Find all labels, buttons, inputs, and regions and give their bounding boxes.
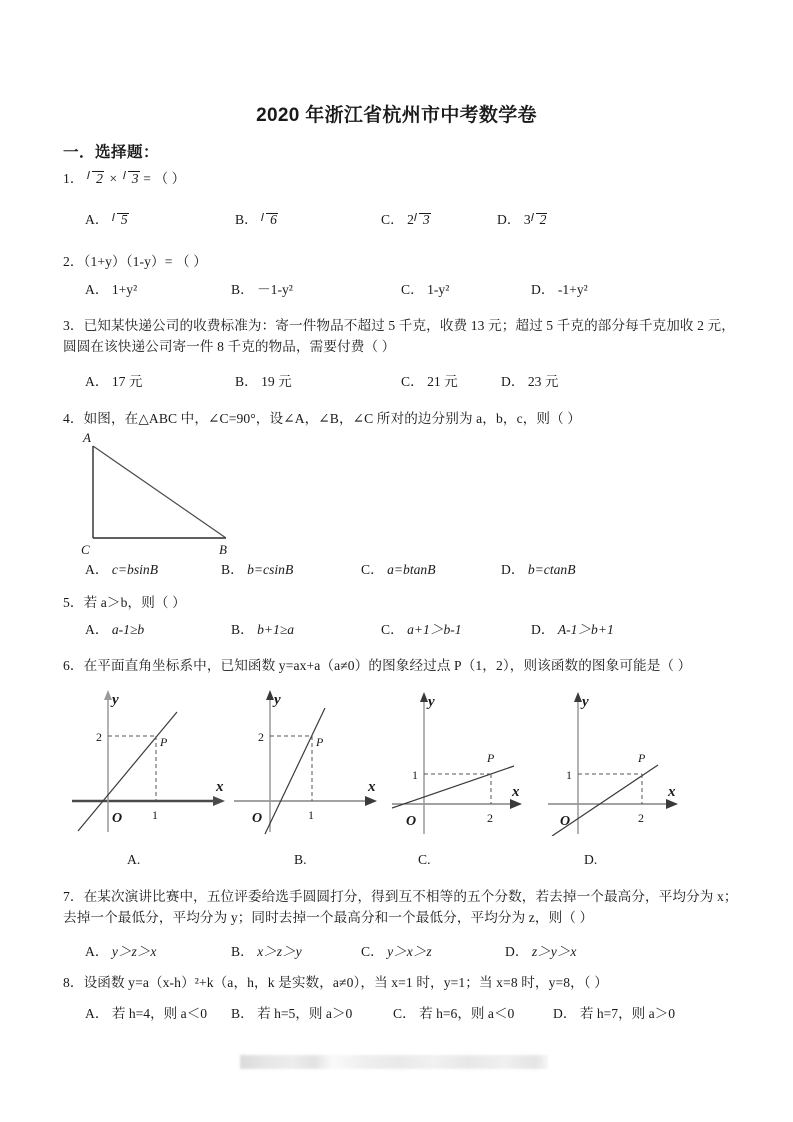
option-8-a[interactable] bbox=[85, 1004, 207, 1024]
option-text: b+1≥a bbox=[257, 622, 295, 637]
page-title: 2020 年浙江省杭州市中考数学卷 bbox=[256, 105, 537, 126]
question-2-body: （1+y）（1-y）= （ ） bbox=[83, 254, 207, 269]
option-2-b[interactable] bbox=[231, 280, 293, 300]
graph-d-svg bbox=[548, 686, 728, 836]
figure-graph-d bbox=[548, 686, 728, 836]
option-label: A． bbox=[85, 374, 109, 389]
y-tick-label: 1 bbox=[412, 768, 418, 782]
x-axis-label: x bbox=[512, 784, 520, 800]
option-label: C． bbox=[381, 212, 404, 227]
option-2-a[interactable] bbox=[85, 280, 137, 300]
option-4-c[interactable] bbox=[361, 560, 436, 580]
option-4-a[interactable] bbox=[85, 560, 158, 580]
option-text: 21 元 bbox=[427, 374, 458, 389]
x-axis-label: x bbox=[668, 784, 676, 800]
option-7-c[interactable] bbox=[361, 942, 432, 962]
triangle-side-ab bbox=[93, 446, 226, 538]
option-label: D． bbox=[505, 944, 529, 959]
question-6-stem bbox=[63, 655, 691, 676]
figure-graph-b bbox=[232, 686, 397, 836]
option-8-c[interactable] bbox=[393, 1004, 514, 1024]
option-2-d[interactable] bbox=[531, 280, 588, 300]
option-4-d[interactable] bbox=[501, 560, 576, 580]
option-text: z＞y＞x bbox=[531, 944, 577, 959]
option-label: D． bbox=[531, 282, 555, 297]
sqrt-2-glyph: 2 bbox=[531, 210, 548, 230]
x-axis-label: x bbox=[368, 779, 376, 795]
option-label: D． bbox=[497, 212, 521, 227]
question-6-number: 6． bbox=[63, 658, 84, 673]
option-text: b=csinB bbox=[247, 562, 294, 577]
option-label: C． bbox=[361, 944, 384, 959]
x-axis-arrow bbox=[666, 799, 678, 809]
graph-label-b[interactable]: B. bbox=[294, 852, 307, 867]
option-text: A-1＞b+1 bbox=[557, 622, 614, 637]
option-text: a-1≥b bbox=[111, 622, 145, 637]
option-text: b=ctanB bbox=[527, 562, 576, 577]
option-label: D． bbox=[553, 1006, 577, 1021]
question-7-stem bbox=[63, 886, 739, 928]
vertex-label-c: C bbox=[81, 542, 90, 557]
question-3-number: 3． bbox=[63, 318, 84, 333]
question-4-stem bbox=[63, 408, 581, 429]
question-2-stem bbox=[63, 251, 207, 272]
option-2-c[interactable] bbox=[401, 280, 449, 300]
x-axis-arrow bbox=[365, 796, 377, 806]
option-5-c[interactable] bbox=[381, 620, 462, 640]
origin-label: O bbox=[560, 814, 571, 829]
x-tick-label: 1 bbox=[152, 808, 158, 822]
origin-label: O bbox=[112, 811, 123, 826]
option-text: 若 h=5，则 a＞0 bbox=[257, 1006, 353, 1021]
option-text: 23 元 bbox=[527, 374, 559, 389]
sqrt-3-glyph: 3 bbox=[414, 210, 431, 230]
option-label: C． bbox=[393, 1006, 416, 1021]
figure-graph-a bbox=[70, 686, 235, 836]
question-4-number: 4． bbox=[63, 411, 84, 426]
option-text: 若 h=6，则 a＜0 bbox=[419, 1006, 515, 1021]
y-tick-label: 2 bbox=[96, 730, 102, 744]
option-text: 19 元 bbox=[261, 374, 292, 389]
option-3-d[interactable] bbox=[501, 372, 558, 392]
x-tick-label: 1 bbox=[308, 808, 314, 822]
option-label: B． bbox=[231, 622, 254, 637]
graph-label-a[interactable]: A. bbox=[127, 852, 141, 867]
question-5-stem bbox=[63, 592, 186, 613]
origin-label: O bbox=[252, 811, 263, 826]
question-7-number: 7． bbox=[63, 889, 84, 904]
option-text: 若 h=7，则 a＞0 bbox=[579, 1006, 676, 1021]
option-text: －1-y² bbox=[257, 282, 293, 297]
graph-b-svg bbox=[232, 686, 397, 836]
option-label: C． bbox=[381, 622, 404, 637]
point-label-p: P bbox=[487, 751, 495, 765]
option-label: B． bbox=[231, 944, 254, 959]
function-line bbox=[392, 766, 514, 808]
question-7-body: 在某次演讲比赛中，五位评委给选手圆圆打分，得到互不相等的五个分数，若去掉一个最高分，平均分为 x；去掉一个最低分，平均分为 y；同时去掉一个最高分和一个最低分，平均分为 z，则（ ） bbox=[63, 889, 738, 925]
option-label: C． bbox=[401, 374, 424, 389]
option-label: C． bbox=[361, 562, 384, 577]
question-1-stem: 1． 2 × 3 = （ ） bbox=[63, 168, 185, 189]
y-axis-arrow bbox=[574, 692, 582, 702]
question-8-body: 设函数 y=a（x-h）²+k（a，h，k 是实数，a≠0），当 x=1 时，y=1；当 x=8 时，y=8，（ ） bbox=[83, 975, 608, 990]
function-line bbox=[265, 708, 325, 834]
option-8-d[interactable] bbox=[553, 1004, 675, 1024]
option-5-a[interactable] bbox=[85, 620, 144, 640]
y-axis-label: y bbox=[274, 692, 281, 708]
option-label: A． bbox=[85, 212, 109, 227]
option-label: A． bbox=[85, 282, 109, 297]
option-coefficient: 2 bbox=[407, 212, 414, 227]
option-4-b[interactable] bbox=[221, 560, 293, 580]
x-axis-label: x bbox=[216, 779, 224, 795]
option-5-d[interactable] bbox=[531, 620, 614, 640]
sqrt-2-glyph: 2 bbox=[87, 168, 104, 189]
y-axis-arrow bbox=[420, 692, 428, 702]
option-text: c=bsinB bbox=[111, 562, 158, 577]
question-1-number: 1． bbox=[63, 171, 84, 186]
point-label-p: P bbox=[160, 735, 168, 749]
option-3-a[interactable] bbox=[85, 372, 142, 392]
sqrt-6-glyph: 6 bbox=[261, 210, 278, 230]
figure-right-triangle-abc bbox=[63, 430, 263, 558]
option-label: D． bbox=[501, 562, 525, 577]
question-8-number: 8． bbox=[63, 975, 84, 990]
question-6-body: 在平面直角坐标系中，已知函数 y=ax+a（a≠0）的图象经过点 P（1，2），则该函数的图象可能是（ ） bbox=[83, 658, 692, 673]
y-axis-label: y bbox=[582, 694, 589, 710]
option-text: x＞z＞y bbox=[257, 944, 302, 959]
option-text: 1-y² bbox=[427, 282, 450, 297]
figure-graph-c bbox=[392, 686, 562, 836]
option-3-b[interactable] bbox=[235, 372, 292, 392]
y-axis-arrow bbox=[266, 690, 274, 700]
point-label-p: P bbox=[638, 751, 646, 765]
graph-a-svg bbox=[70, 686, 235, 836]
option-label: D． bbox=[501, 374, 525, 389]
y-axis-label: y bbox=[428, 694, 435, 710]
x-axis-arrow bbox=[213, 796, 225, 806]
option-label: B． bbox=[231, 282, 254, 297]
question-2-number: 2． bbox=[63, 254, 84, 269]
question-3-body: 已知某快递公司的收费标准为：寄一件物品不超过 5 千克，收费 13 元；超过 5 千克的部分每千克加收 2 元，圆圆在该快递公司寄一件 8 千克的物品，需要付费（ ） bbox=[63, 318, 735, 354]
triangle-svg bbox=[63, 430, 263, 558]
option-text: y＞x＞z bbox=[387, 944, 432, 959]
vertex-label-b: B bbox=[219, 542, 227, 557]
function-line bbox=[78, 712, 177, 831]
y-axis-arrow bbox=[104, 690, 112, 700]
option-text: 若 h=4，则 a＜0 bbox=[111, 1006, 208, 1021]
option-text: y＞z＞x bbox=[111, 944, 157, 959]
option-label: A． bbox=[85, 1006, 109, 1021]
option-1-d[interactable] bbox=[497, 210, 547, 230]
graph-c-svg bbox=[392, 686, 562, 836]
section-heading: 一．选择题： bbox=[63, 144, 160, 161]
option-8-b[interactable] bbox=[231, 1004, 352, 1024]
option-label: C． bbox=[401, 282, 424, 297]
option-text: a+1＞b-1 bbox=[407, 622, 462, 637]
x-axis-arrow bbox=[510, 799, 522, 809]
option-label: B． bbox=[221, 562, 244, 577]
option-7-d[interactable] bbox=[505, 942, 576, 962]
sqrt-3-glyph: 3 bbox=[123, 168, 140, 189]
question-5-body: 若 a＞b，则（ ） bbox=[83, 595, 186, 610]
y-axis-label: y bbox=[112, 692, 119, 708]
sqrt-5-glyph: 5 bbox=[112, 210, 129, 230]
question-5-number: 5． bbox=[63, 595, 84, 610]
option-label: A． bbox=[85, 622, 109, 637]
y-tick-label: 1 bbox=[566, 768, 572, 782]
option-1-b[interactable] bbox=[235, 210, 278, 230]
graph-label-c[interactable]: C. bbox=[418, 852, 431, 867]
option-label: B． bbox=[235, 212, 258, 227]
graph-label-d[interactable]: D. bbox=[584, 852, 598, 867]
option-label: D． bbox=[531, 622, 555, 637]
option-1-a[interactable] bbox=[85, 210, 129, 230]
x-tick-label: 2 bbox=[487, 811, 493, 825]
redacted-watermark bbox=[240, 1055, 548, 1069]
question-3-stem bbox=[63, 315, 739, 357]
option-text: -1+y² bbox=[557, 282, 588, 297]
option-1-c[interactable] bbox=[381, 210, 431, 230]
option-7-a[interactable] bbox=[85, 942, 156, 962]
option-label: A． bbox=[85, 944, 109, 959]
point-label-p: P bbox=[316, 735, 324, 749]
origin-label: O bbox=[406, 814, 417, 829]
question-4-body: 如图，在△ABC 中，∠C=90°，设∠A，∠B，∠C 所对的边分别为 a，b，c，则（ ） bbox=[83, 411, 581, 426]
option-label: B． bbox=[235, 374, 258, 389]
y-tick-label: 2 bbox=[258, 730, 264, 744]
option-5-b[interactable] bbox=[231, 620, 294, 640]
option-label: B． bbox=[231, 1006, 254, 1021]
option-3-c[interactable] bbox=[401, 372, 458, 392]
option-coefficient: 3 bbox=[523, 212, 531, 227]
option-text: 17 元 bbox=[111, 374, 143, 389]
option-text: 1+y² bbox=[111, 282, 138, 297]
question-8-stem bbox=[63, 972, 608, 993]
option-text: a=btanB bbox=[387, 562, 436, 577]
option-7-b[interactable] bbox=[231, 942, 302, 962]
vertex-label-a: A bbox=[83, 430, 91, 445]
question-1-stem-suffix: = （ ） bbox=[143, 171, 186, 186]
x-tick-label: 2 bbox=[638, 811, 644, 825]
option-label: A． bbox=[85, 562, 109, 577]
